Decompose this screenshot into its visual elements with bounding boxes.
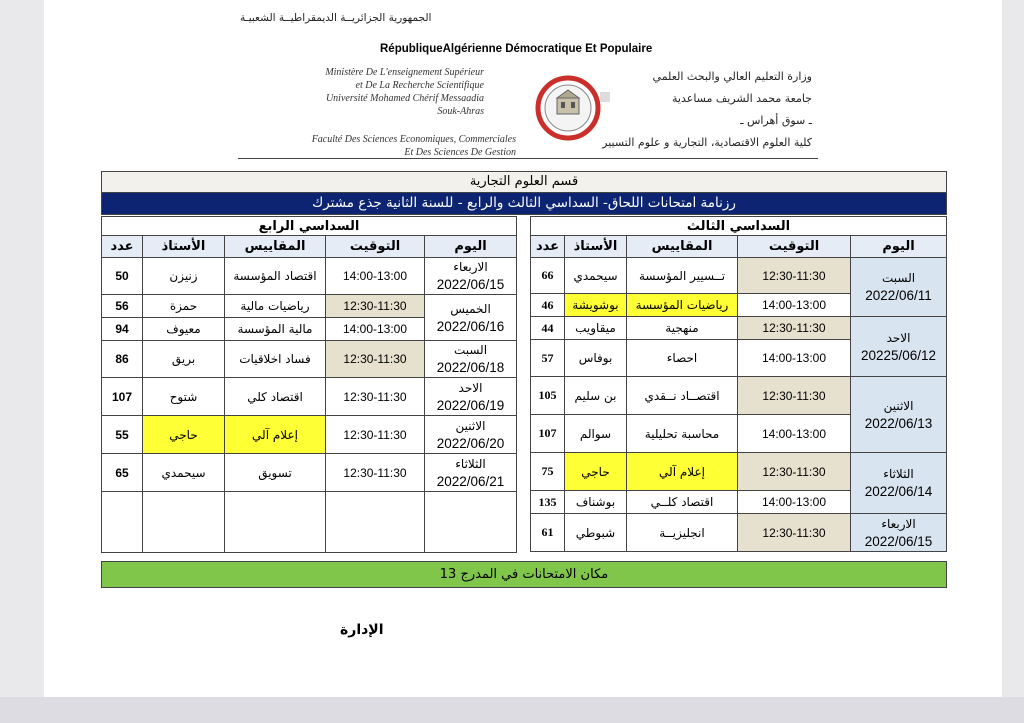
table-row: 75 حاجي إعلام آلي 12:30-11:30 الثلاثاء 2022/06/14	[531, 453, 947, 491]
table-row: 66 سيحمدي تــسيير المؤسسة 12:30-11:30 السبت 2022/06/11	[531, 258, 947, 294]
col-professor: الأستاذ	[143, 236, 225, 258]
table-row: 50 زنيزن اقتصاد المؤسسة 14:00-13:00 الاربعاء 2022/06/15	[102, 258, 517, 295]
col-count: عدد	[531, 236, 565, 258]
university-logo-icon	[530, 72, 620, 142]
col-time: التوقيت	[326, 236, 425, 258]
col-day: اليوم	[851, 236, 947, 258]
table-row: 105 بن سليم اقتصــاد نــقدي 12:30-11:30 الاثنين 2022/06/13	[531, 377, 947, 415]
ministry-ar: وزارة التعليم العالي والبحث العلمي جامعة محمد الشريف مساعدية ـ سوق أهراس ـ كلية العلوم الاقتصادية، التجارية و علوم التسيير	[602, 70, 812, 149]
table-row: 61 شبوطي انجليزيــة 12:30-11:30 الاربعاء 2022/06/15	[531, 514, 947, 552]
col-professor: الأستاذ	[565, 236, 627, 258]
faculty-fr: Faculté Des Sciences Economiques, Commerciales Et Des Sciences De Gestion	[311, 134, 516, 158]
schedule-title: رزنامة امتحانات اللحاق- السداسي الثالث والرابع - للسنة الثانية جذع مشترك	[101, 192, 947, 215]
ministry-fr: Ministère De L'enseignement Supérieur et De La Recherche Scientifique Université Mohamed Chérif Messaadia Souk-Ahras	[325, 67, 484, 117]
col-count: عدد	[102, 236, 143, 258]
header-divider	[238, 158, 818, 159]
exam-location-bar: مكان الامتحانات في المدرج 13	[101, 561, 947, 588]
semester4-table	[101, 216, 517, 553]
table-row: 55 حاجي إعلام آلي 12:30-11:30 الاثنين 2022/06/20	[102, 416, 517, 454]
col-subject: المقاييس	[225, 236, 326, 258]
viewer-background	[0, 697, 1024, 723]
table-row: 46 بوشويشة رياضيات المؤسسة 14:00-13:00	[531, 294, 947, 317]
table-row: 107 سوالم محاسبة تحليلية 14:00-13:00	[531, 415, 947, 453]
col-subject: المقاييس	[627, 236, 738, 258]
department-title: قسم العلوم التجارية	[101, 171, 947, 193]
table-row: 65 سيحمدي تسويق 12:30-11:30 الثلاثاء 2022/06/21	[102, 454, 517, 492]
table-row: 44 ميقاويب منهجية 12:30-11:30 الاحد 20225/06/12	[531, 317, 947, 340]
republic-arabic: الجمهورية الجزائريــة الديمقراطيــة الشعبيـة	[240, 12, 432, 24]
table-row: 135 بوشناف اقتصاد كلــي 14:00-13:00	[531, 491, 947, 514]
table-row: 94 معيوف مالية المؤسسة 14:00-13:00	[102, 318, 517, 341]
semester4-heading: السداسي الرابع	[102, 217, 517, 236]
semester3-heading: السداسي الثالث	[531, 217, 947, 236]
table-row: 86 بريق فساد اخلاقيات 12:30-11:30 السبت 2022/06/18	[102, 341, 517, 378]
table-row: 57 بوفاس احصاء 14:00-13:00	[531, 340, 947, 377]
col-time: التوقيت	[738, 236, 851, 258]
table-row: 56 حمزة رياضيات مالية 12:30-11:30 الخميس 2022/06/16	[102, 295, 517, 318]
col-day: اليوم	[425, 236, 517, 258]
table-row: 107 شتوح اقتصاد كلي 12:30-11:30 الاحد 2022/06/19	[102, 378, 517, 416]
semester3-table	[530, 216, 947, 552]
administration-signature: الإدارة	[340, 622, 384, 638]
republic-french: RépubliqueAlgérienne Démocratique Et Populaire	[380, 43, 653, 55]
